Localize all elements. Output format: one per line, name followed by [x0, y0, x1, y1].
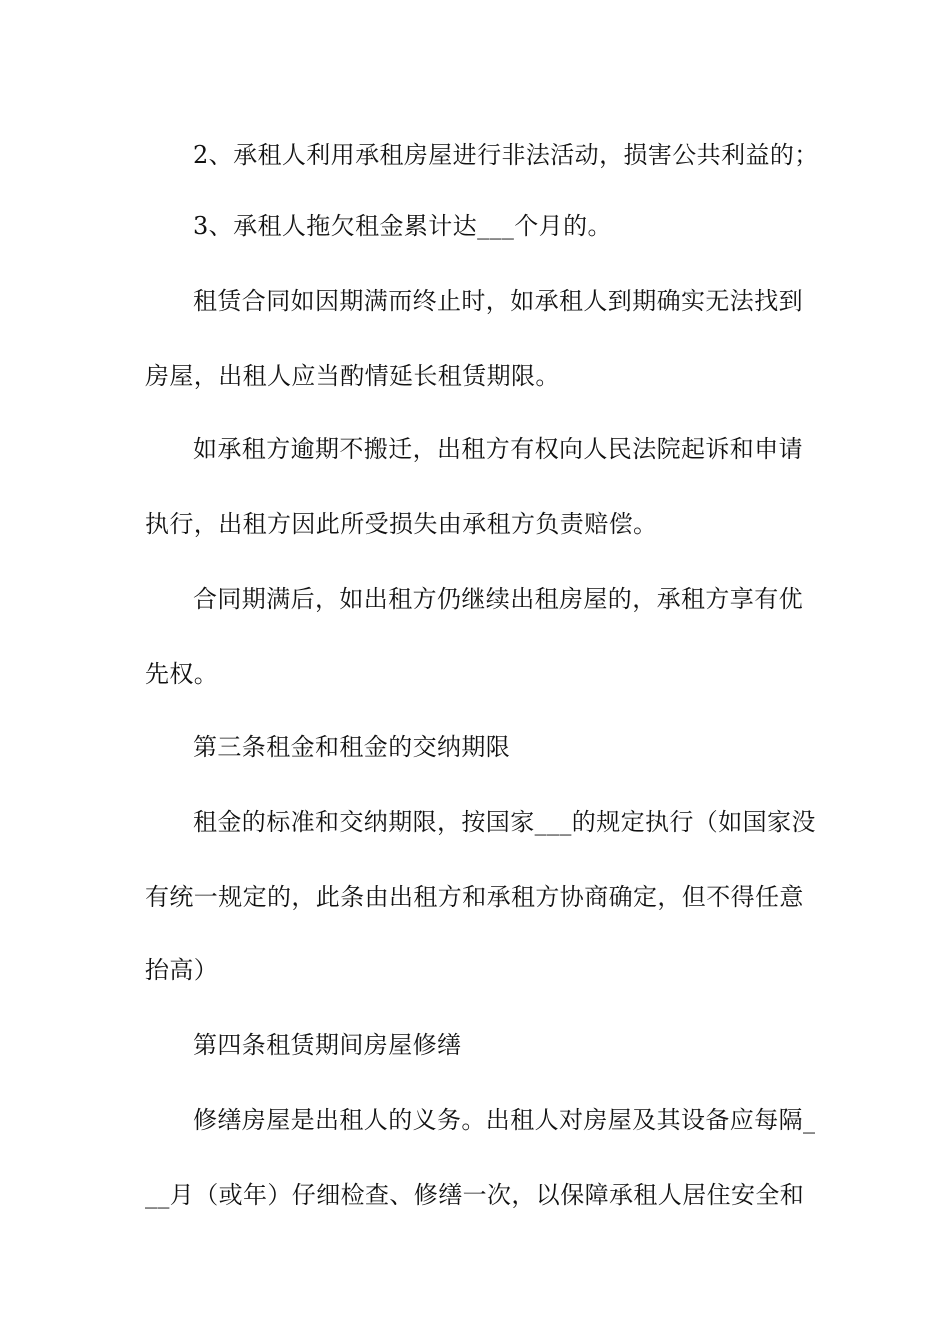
paragraph-line: 执行，出租方因此所受损失由承租方负责赔偿。: [145, 510, 658, 538]
clause-item-3: 3、承租人拖欠租金累计达___个月的。: [193, 212, 612, 240]
paragraph-line: 先权。: [145, 660, 219, 688]
paragraph-line: __月（或年）仔细检查、修缮一次，以保障承租人居住安全和: [145, 1181, 805, 1209]
paragraph-line: 如承租方逾期不搬迁，出租方有权向人民法院起诉和申请: [193, 435, 803, 463]
paragraph-line: 房屋，出租人应当酌情延长租赁期限。: [145, 362, 560, 390]
clause-item-2: 2、承租人利用承租房屋进行非法活动，损害公共利益的；: [193, 141, 819, 169]
section-heading-4: 第四条租赁期间房屋修缮: [193, 1031, 462, 1059]
paragraph-line: 租赁合同如因期满而终止时，如承租人到期确实无法找到: [193, 287, 803, 315]
paragraph-line: 抬高）: [145, 956, 219, 984]
paragraph-line: 租金的标准和交纳期限，按国家___的规定执行（如国家没: [193, 808, 816, 836]
paragraph-line: 修缮房屋是出租人的义务。出租人对房屋及其设备应每隔_: [193, 1106, 816, 1134]
section-heading-3: 第三条租金和租金的交纳期限: [193, 733, 511, 761]
paragraph-line: 合同期满后，如出租方仍继续出租房屋的，承租方享有优: [193, 585, 803, 613]
paragraph-line: 有统一规定的，此条由出租方和承租方协商确定，但不得任意: [145, 883, 804, 911]
